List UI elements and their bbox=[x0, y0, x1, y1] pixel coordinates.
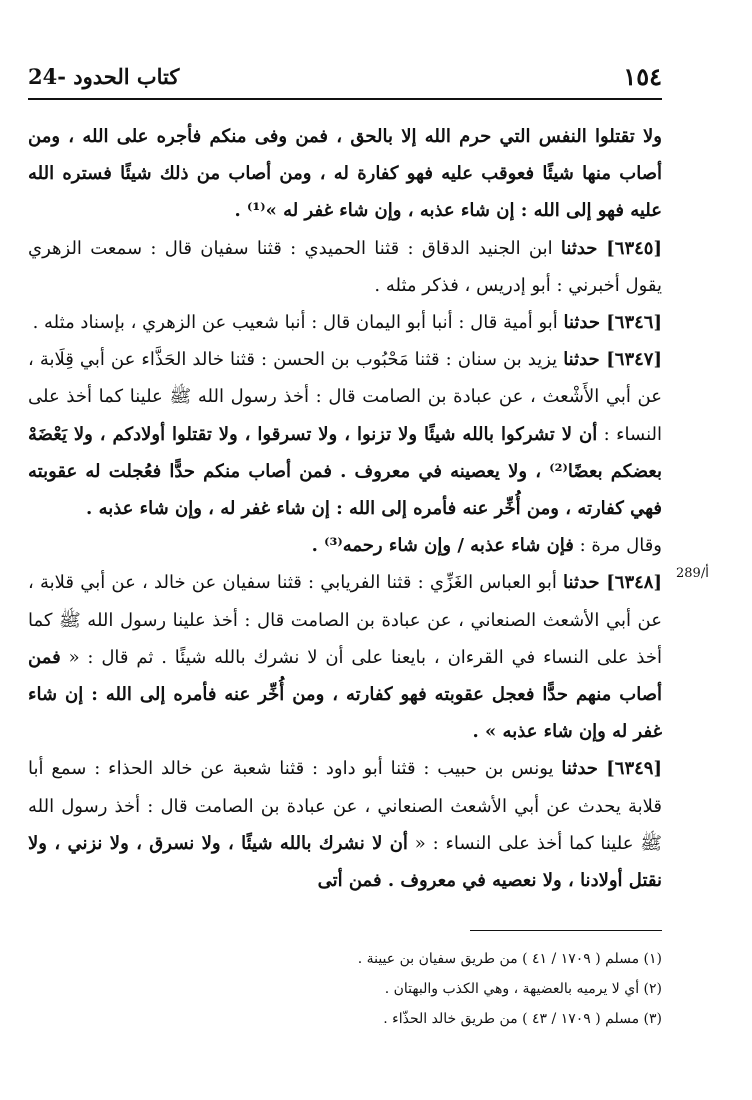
isnad-text: ابن الجنيد الدقاق : قثنا الحميدي : قثنا سفيان قال : سمعت الزهري يقول أخبرني : أبو إدريس ، فذكر مثله . bbox=[28, 237, 662, 296]
paragraph-6345 bbox=[28, 230, 662, 304]
hadith-text: أن لا تشركوا بالله شيئًا ولا تزنوا ، ولا تسرقوا ، ولا تقتلوا أولادكم ، ولا يَعْضَهْ بعضكم بعضًا⁽²⁾ ، ولا يعصينه في معروف . فمن أصاب منكم حدًّا فعُجلت له عقوبته فهي كفارته ، ومن أُخِّر عنه فأمره إلى الله : إن شاء غفر له ، وإن شاء عذبه . bbox=[28, 423, 662, 520]
footnotes bbox=[150, 944, 662, 1034]
hadith-number: [٦٣٤٩] حدثنا bbox=[561, 758, 662, 780]
hadith-number: [٦٣٤٥] حدثنا bbox=[560, 237, 662, 259]
main-text bbox=[28, 118, 662, 899]
paragraph-6348 bbox=[28, 564, 662, 750]
paragraph-6347 bbox=[28, 341, 662, 527]
manuscript-folio-marker: أ/289 bbox=[676, 566, 709, 581]
page-header bbox=[28, 62, 662, 94]
footnote-divider bbox=[470, 930, 662, 931]
chapter-title: 24- كتاب الحدود bbox=[28, 64, 180, 89]
hadith-text: فإن شاء عذبه / وإن شاء رحمه⁽³⁾ . bbox=[311, 535, 574, 557]
paragraph-6346 bbox=[28, 304, 662, 341]
isnad-text: أبو أمية قال : أنبا أبو اليمان قال : أنبا شعيب عن الزهري ، بإسناد مثله . bbox=[32, 312, 564, 334]
hadith-text: ولا تقتلوا النفس التي حرم الله إلا بالحق ، فمن وفى منكم فأجره على الله ، ومن أصاب منها شيئًا فعوقب عليه فهو كفارة له ، ومن أصاب من ذلك شيئًا فستره الله عليه فهو إلى الله : إن شاء عذبه ، وإن شاء غفر له »⁽¹⁾ . bbox=[28, 126, 662, 222]
isnad-text: أبو العباس الغَزِّي : قثنا الفريابي : قثنا سفيان عن خالد ، عن أبي قلابة ، عن أبي الأشعث الصنعاني ، عن عبادة بن الصامت قال : أخذ علينا رسول الله ﷺ كما أخذ على النساء في القرءان ، بايعنا على أن لا نشرك بالله شيئًا . ثم قال : « bbox=[28, 572, 662, 668]
narration-intro: وقال مرة : bbox=[573, 535, 662, 557]
paragraph-6349 bbox=[28, 750, 662, 899]
hadith-text: فمن أصاب منهم حدًّا فعجل عقوبته فهو كفارته ، ومن أُخِّر عنه فأمره إلى الله : إن شاء غفر له وإن شاء عذبه » . bbox=[28, 646, 662, 743]
footnote-1: (١) مسلم ( ١٧٠٩ / ٤١ ) من طريق سفيان بن عيينة . bbox=[357, 951, 662, 967]
hadith-number: [٦٣٤٧] حدثنا bbox=[563, 349, 662, 371]
isnad-text: يونس بن حبيب : قثنا أبو داود : قثنا شعبة عن خالد الحذاء : سمع أبا قلابة يحدث عن أبي الأشعث الصنعاني ، عن عبادة بن الصامت قال : أخذ رسول الله ﷺ علينا كما أخذ على النساء : « bbox=[28, 758, 662, 854]
header-divider bbox=[28, 98, 662, 100]
footnote-3: (٣) مسلم ( ١٧٠٩ / ٤٣ ) من طريق خالد الحذّاء . bbox=[383, 1011, 662, 1027]
hadith-text: أن لا نشرك بالله شيئًا ، ولا نسرق ، ولا نزني ، ولا نقتل أولادنا ، ولا نعصيه في معروف . فمن أتى bbox=[28, 832, 662, 892]
paragraph-alt-narration bbox=[28, 527, 662, 564]
hadith-number: [٦٣٤٦] حدثنا bbox=[563, 312, 662, 334]
paragraph-1 bbox=[28, 118, 662, 230]
hadith-number: [٦٣٤٨] حدثنا bbox=[563, 572, 662, 594]
footnote-2: (٢) أي لا يرميه بالعضيهة ، وهي الكذب والبهتان . bbox=[384, 981, 662, 997]
isnad-text: يزيد بن سنان : قثنا مَحْبُوب بن الحسن : قثنا خالد الحَذَّاء عن أبي قِلَابة ، عن أبي الأَشْعث ، عن عبادة بن الصامت قال : أخذ رسول الله ﷺ علينا كما أخذ على النساء : bbox=[28, 349, 662, 445]
page-number: ١٥٤ bbox=[623, 62, 662, 91]
